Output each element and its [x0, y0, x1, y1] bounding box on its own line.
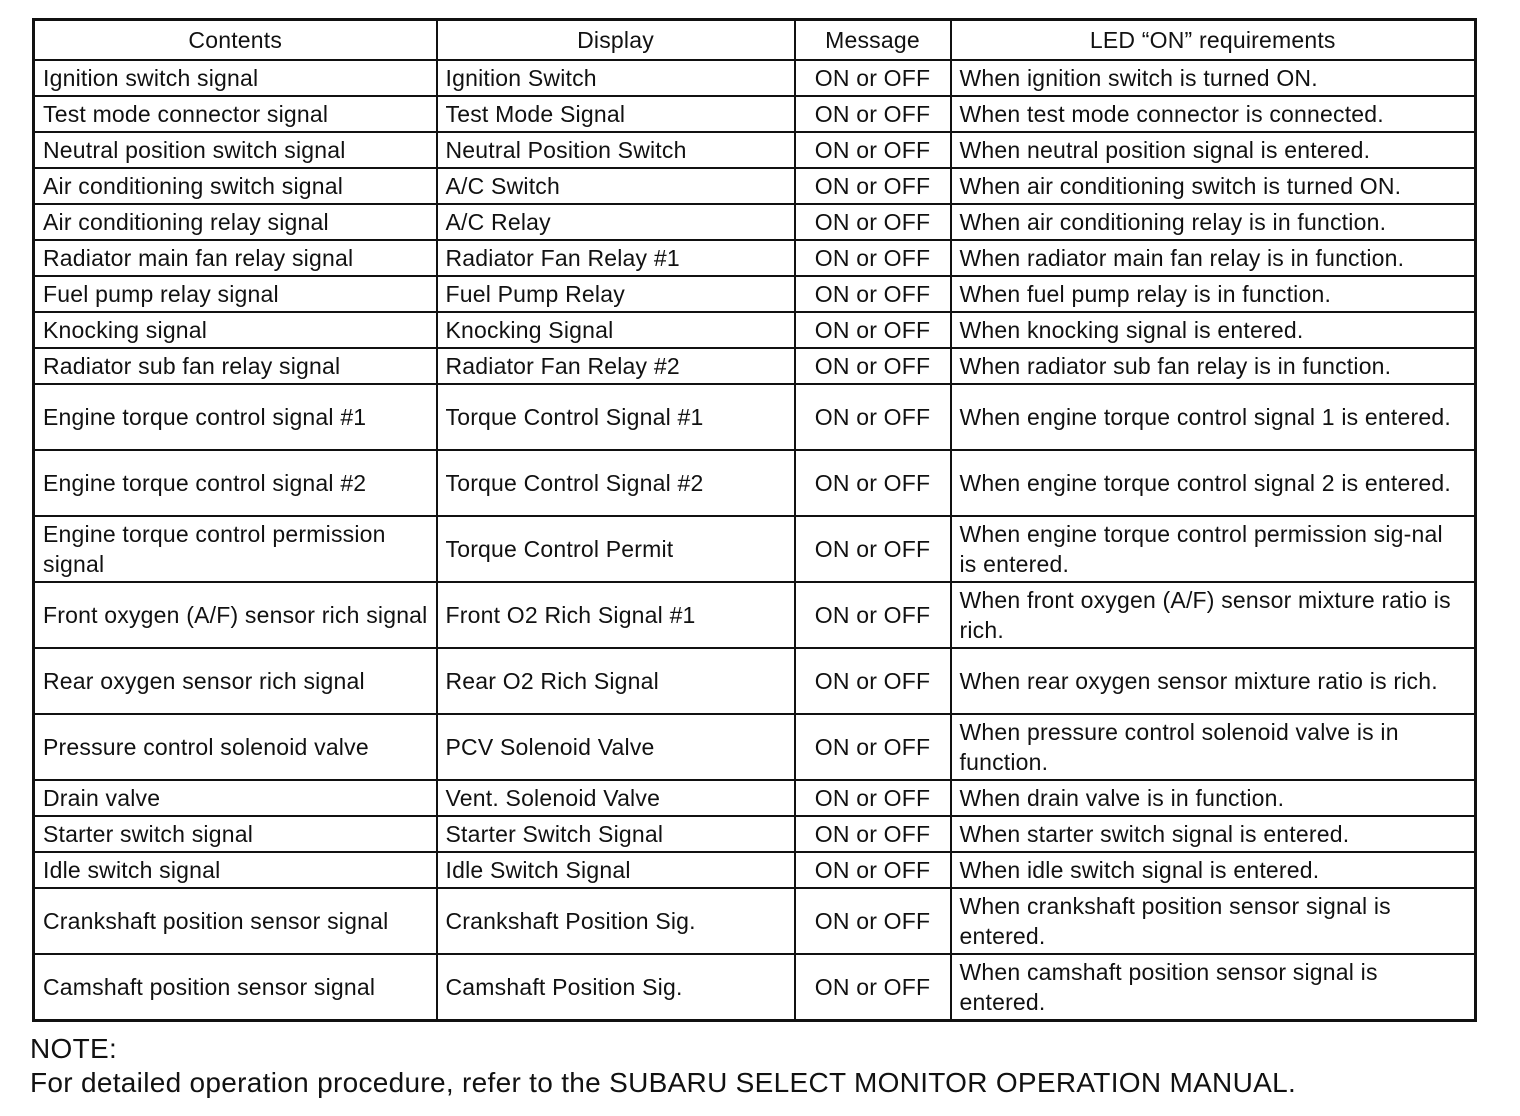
cell-message: ON or OFF	[795, 312, 951, 348]
cell-message: ON or OFF	[795, 240, 951, 276]
cell-display: Test Mode Signal	[437, 96, 795, 132]
cell-led: When fuel pump relay is in function.	[951, 276, 1476, 312]
cell-display: Camshaft Position Sig.	[437, 954, 795, 1021]
header-message: Message	[795, 20, 951, 61]
document-page	[32, 18, 1474, 1022]
table-row	[34, 816, 1476, 852]
header-display: Display	[437, 20, 795, 61]
cell-contents: Camshaft position sensor signal	[34, 954, 437, 1021]
cell-contents: Rear oxygen sensor rich signal	[34, 648, 437, 714]
table-row	[34, 648, 1476, 714]
cell-contents: Radiator main fan relay signal	[34, 240, 437, 276]
note-text: For detailed operation procedure, refer to the SUBARU SELECT MONITOR OPERATION MANUAL.	[30, 1067, 1297, 1098]
cell-display: Vent. Solenoid Valve	[437, 780, 795, 816]
table-header-row	[34, 20, 1476, 61]
cell-led: When neutral position signal is entered.	[951, 132, 1476, 168]
table-row	[34, 450, 1476, 516]
cell-led: When engine torque control signal 2 is entered.	[951, 450, 1476, 516]
cell-led: When idle switch signal is entered.	[951, 852, 1476, 888]
table-row	[34, 204, 1476, 240]
cell-message: ON or OFF	[795, 516, 951, 582]
cell-message: ON or OFF	[795, 582, 951, 648]
cell-message: ON or OFF	[795, 276, 951, 312]
cell-led: When air conditioning relay is in function.	[951, 204, 1476, 240]
cell-message: ON or OFF	[795, 816, 951, 852]
cell-message: ON or OFF	[795, 852, 951, 888]
cell-contents: Knocking signal	[34, 312, 437, 348]
table-row	[34, 714, 1476, 780]
cell-display: PCV Solenoid Valve	[437, 714, 795, 780]
cell-contents: Fuel pump relay signal	[34, 276, 437, 312]
cell-led: When camshaft position sensor signal is entered.	[951, 954, 1476, 1021]
table-row	[34, 168, 1476, 204]
cell-led: When air conditioning switch is turned ON.	[951, 168, 1476, 204]
cell-display: Front O2 Rich Signal #1	[437, 582, 795, 648]
cell-message: ON or OFF	[795, 648, 951, 714]
cell-display: Fuel Pump Relay	[437, 276, 795, 312]
cell-display: Radiator Fan Relay #1	[437, 240, 795, 276]
table-row	[34, 384, 1476, 450]
table-row	[34, 276, 1476, 312]
cell-display: Neutral Position Switch	[437, 132, 795, 168]
table-row	[34, 348, 1476, 384]
cell-display: Idle Switch Signal	[437, 852, 795, 888]
cell-led: When starter switch signal is entered.	[951, 816, 1476, 852]
note-block	[30, 1032, 1490, 1100]
cell-led: When rear oxygen sensor mixture ratio is rich.	[951, 648, 1476, 714]
cell-contents: Idle switch signal	[34, 852, 437, 888]
table-row	[34, 582, 1476, 648]
cell-contents: Test mode connector signal	[34, 96, 437, 132]
cell-contents: Air conditioning switch signal	[34, 168, 437, 204]
table-row	[34, 132, 1476, 168]
cell-led: When radiator main fan relay is in function.	[951, 240, 1476, 276]
cell-led: When test mode connector is connected.	[951, 96, 1476, 132]
table-row	[34, 312, 1476, 348]
table-row	[34, 954, 1476, 1021]
note-label: NOTE:	[30, 1033, 118, 1064]
cell-display: Starter Switch Signal	[437, 816, 795, 852]
cell-contents: Front oxygen (A/F) sensor rich signal	[34, 582, 437, 648]
cell-contents: Engine torque control signal #1	[34, 384, 437, 450]
cell-message: ON or OFF	[795, 348, 951, 384]
cell-display: Rear O2 Rich Signal	[437, 648, 795, 714]
cell-contents: Engine torque control permission signal	[34, 516, 437, 582]
cell-message: ON or OFF	[795, 132, 951, 168]
cell-message: ON or OFF	[795, 204, 951, 240]
cell-contents: Starter switch signal	[34, 816, 437, 852]
cell-contents: Ignition switch signal	[34, 60, 437, 96]
cell-contents: Neutral position switch signal	[34, 132, 437, 168]
cell-display: Torque Control Signal #2	[437, 450, 795, 516]
cell-display: Ignition Switch	[437, 60, 795, 96]
table-row	[34, 516, 1476, 582]
cell-message: ON or OFF	[795, 168, 951, 204]
table-row	[34, 96, 1476, 132]
cell-display: Knocking Signal	[437, 312, 795, 348]
cell-led: When front oxygen (A/F) sensor mixture ratio is rich.	[951, 582, 1476, 648]
cell-contents: Crankshaft position sensor signal	[34, 888, 437, 954]
cell-display: Torque Control Permit	[437, 516, 795, 582]
cell-contents: Air conditioning relay signal	[34, 204, 437, 240]
cell-led: When radiator sub fan relay is in function.	[951, 348, 1476, 384]
cell-contents: Radiator sub fan relay signal	[34, 348, 437, 384]
cell-led: When engine torque control permission sig-nal is entered.	[951, 516, 1476, 582]
select-monitor-table	[32, 18, 1477, 1022]
cell-display: Crankshaft Position Sig.	[437, 888, 795, 954]
cell-message: ON or OFF	[795, 888, 951, 954]
cell-led: When ignition switch is turned ON.	[951, 60, 1476, 96]
cell-display: Torque Control Signal #1	[437, 384, 795, 450]
table-row	[34, 852, 1476, 888]
cell-display: A/C Switch	[437, 168, 795, 204]
cell-message: ON or OFF	[795, 384, 951, 450]
table-row	[34, 240, 1476, 276]
cell-led: When engine torque control signal 1 is entered.	[951, 384, 1476, 450]
cell-display: A/C Relay	[437, 204, 795, 240]
header-contents: Contents	[34, 20, 437, 61]
cell-led: When drain valve is in function.	[951, 780, 1476, 816]
cell-message: ON or OFF	[795, 954, 951, 1021]
cell-message: ON or OFF	[795, 60, 951, 96]
cell-contents: Drain valve	[34, 780, 437, 816]
cell-display: Radiator Fan Relay #2	[437, 348, 795, 384]
cell-message: ON or OFF	[795, 714, 951, 780]
cell-contents: Engine torque control signal #2	[34, 450, 437, 516]
cell-message: ON or OFF	[795, 450, 951, 516]
cell-message: ON or OFF	[795, 780, 951, 816]
cell-message: ON or OFF	[795, 96, 951, 132]
cell-led: When pressure control solenoid valve is in function.	[951, 714, 1476, 780]
cell-contents: Pressure control solenoid valve	[34, 714, 437, 780]
table-row	[34, 60, 1476, 96]
cell-led: When knocking signal is entered.	[951, 312, 1476, 348]
table-row	[34, 888, 1476, 954]
cell-led: When crankshaft position sensor signal is entered.	[951, 888, 1476, 954]
table-row	[34, 780, 1476, 816]
header-led-requirements: LED “ON” requirements	[951, 20, 1476, 61]
